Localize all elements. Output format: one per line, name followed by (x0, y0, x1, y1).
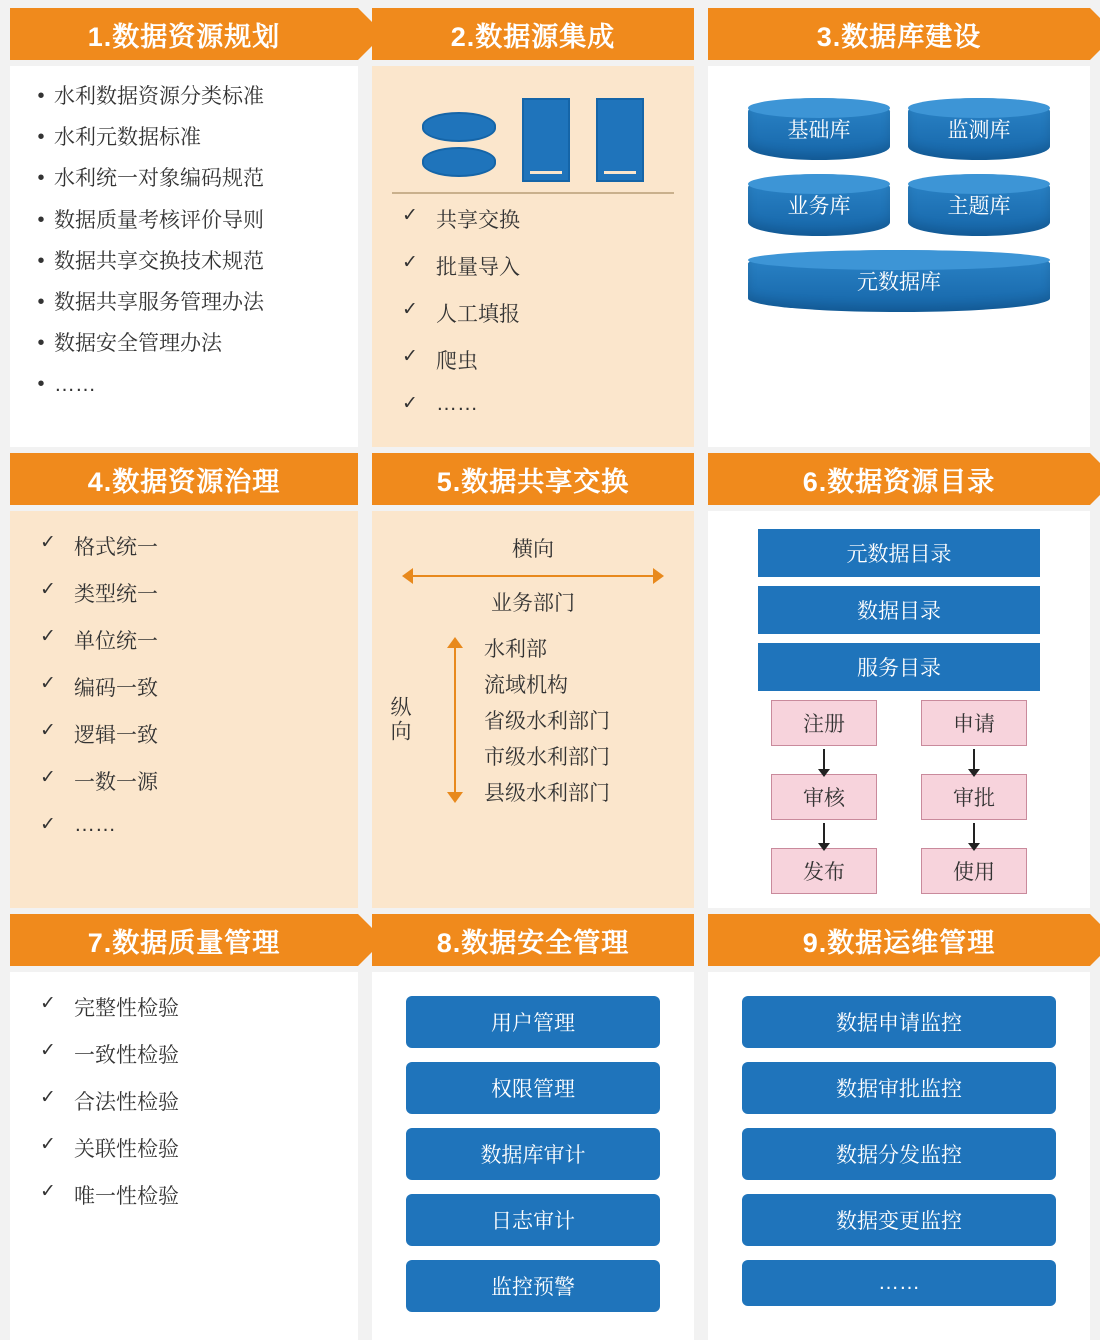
bullet-icon: • (37, 290, 45, 313)
horizontal-arrow-icon (402, 567, 664, 585)
section-9-title: 9.数据运维管理 (708, 914, 1090, 966)
document-icon (596, 98, 644, 182)
bullet-icon: • (37, 249, 45, 272)
check-icon: ✓ (402, 393, 418, 414)
flow-step[interactable]: 使用 (921, 848, 1027, 894)
section-3-title: 3.数据库建设 (708, 8, 1090, 60)
ops-button[interactable]: …… (742, 1260, 1056, 1306)
check-icon: ✓ (40, 1134, 56, 1155)
database-cylinder-icon: 基础库 (748, 98, 890, 160)
check-icon: ✓ (402, 346, 418, 367)
list-item: ✓ …… (40, 813, 116, 836)
down-arrow-icon (823, 749, 825, 771)
bullet-icon: • (37, 167, 45, 190)
bullet-icon: • (37, 85, 45, 107)
flow-column-right (921, 700, 1027, 894)
bullet-icon: • (37, 373, 45, 396)
list-item: ✓ 类型统一 (40, 579, 158, 606)
list-item: • 水利统一对象编码规范 (28, 166, 346, 191)
section-6-body (708, 511, 1090, 908)
list-item: ✓ 逻辑一致 (40, 720, 158, 747)
section-7-list (22, 986, 346, 1210)
list-item: 县级水利部门 (484, 782, 610, 805)
section-4-list (22, 525, 346, 837)
source-icons (384, 80, 682, 182)
list-item: ✓ 编码一致 (40, 673, 158, 700)
exchange-diagram (384, 525, 682, 807)
down-arrow-icon (973, 823, 975, 845)
check-icon: ✓ (40, 993, 56, 1014)
list-item: • 数据安全管理办法 (28, 331, 346, 356)
horizontal-label: 横向 (512, 538, 554, 561)
check-icon: ✓ (40, 1181, 56, 1202)
check-icon: ✓ (402, 299, 418, 320)
check-icon: ✓ (40, 1040, 56, 1061)
section-4 (10, 453, 358, 908)
flow-step[interactable]: 申请 (921, 700, 1027, 746)
list-item: • 水利数据资源分类标准 (28, 84, 346, 109)
section-4-title: 4.数据资源治理 (10, 453, 358, 505)
section-2-body (372, 66, 694, 447)
list-item: ✓ 一数一源 (40, 767, 158, 794)
diagram-row-3 (10, 914, 1090, 1340)
document-icon (522, 98, 570, 182)
vertical-arrow-icon (446, 637, 464, 803)
list-item: ✓ 一致性检验 (40, 1040, 179, 1067)
section-3 (708, 8, 1090, 447)
list-item: 流域机构 (484, 674, 568, 697)
database-cylinder-icon (422, 112, 496, 182)
security-button[interactable]: 监控预警 (406, 1260, 660, 1312)
section-6 (708, 453, 1090, 908)
database-cylinder-icon: 业务库 (748, 174, 890, 236)
level-list (470, 633, 682, 807)
catalog-bar[interactable]: 数据目录 (758, 586, 1040, 634)
section-5-title: 5.数据共享交换 (372, 453, 694, 505)
check-icon: ✓ (402, 252, 418, 273)
section-8-body (372, 972, 694, 1340)
section-5-body (372, 511, 694, 908)
list-item: ✓ 共享交换 (402, 205, 520, 232)
flow-step[interactable]: 审核 (771, 774, 877, 820)
check-icon: ✓ (40, 720, 56, 741)
check-icon: ✓ (40, 579, 56, 600)
security-button[interactable]: 用户管理 (406, 996, 660, 1048)
list-item: • 水利元数据标准 (28, 125, 346, 150)
database-cylinder-icon: 监测库 (908, 98, 1050, 160)
list-item: ✓ …… (402, 392, 478, 415)
section-5 (372, 453, 694, 908)
section-1-list (22, 80, 346, 398)
list-item: 市级水利部门 (484, 746, 610, 769)
divider (392, 192, 674, 194)
flow-step[interactable]: 发布 (771, 848, 877, 894)
security-button[interactable]: 数据库审计 (406, 1128, 660, 1180)
list-item: ✓ 完整性检验 (40, 993, 179, 1020)
ops-button[interactable]: 数据申请监控 (742, 996, 1056, 1048)
vertical-label: 纵向 (388, 696, 411, 744)
list-item: ✓ 人工填报 (402, 299, 520, 326)
list-item: 水利部 (484, 638, 547, 661)
list-item: ✓ 合法性检验 (40, 1087, 179, 1114)
database-cylinder-icon: 元数据库 (748, 250, 1050, 312)
list-item: ✓ 格式统一 (40, 532, 158, 559)
security-button[interactable]: 权限管理 (406, 1062, 660, 1114)
check-icon: ✓ (40, 673, 56, 694)
section-6-title: 6.数据资源目录 (708, 453, 1090, 505)
section-2-title: 2.数据源集成 (372, 8, 694, 60)
section-7-body (10, 972, 358, 1340)
section-9 (708, 914, 1090, 1340)
list-item: 省级水利部门 (484, 710, 610, 733)
check-icon: ✓ (40, 814, 56, 835)
list-item: • 数据共享交换技术规范 (28, 249, 346, 274)
diagram-row-1 (10, 8, 1090, 447)
list-item: • 数据共享服务管理办法 (28, 290, 346, 315)
section-2-list (384, 198, 682, 416)
catalog-flow (720, 700, 1078, 894)
section-9-body (708, 972, 1090, 1340)
security-button[interactable]: 日志审计 (406, 1194, 660, 1246)
list-item: ✓ 批量导入 (402, 252, 520, 279)
check-icon: ✓ (40, 1087, 56, 1108)
down-arrow-icon (823, 823, 825, 845)
section-8-title: 8.数据安全管理 (372, 914, 694, 966)
list-item: ✓ 关联性检验 (40, 1134, 179, 1161)
check-icon: ✓ (40, 626, 56, 647)
horizontal-sub-label: 业务部门 (491, 592, 575, 615)
check-icon: ✓ (40, 767, 56, 788)
list-item: ✓ 单位统一 (40, 626, 158, 653)
check-icon: ✓ (40, 532, 56, 553)
database-grid (720, 80, 1078, 312)
bullet-icon: • (37, 208, 45, 231)
catalog-bar[interactable]: 元数据目录 (758, 529, 1040, 577)
section-1-body (10, 66, 358, 447)
list-item: ✓ 爬虫 (402, 346, 478, 373)
list-item: • 数据质量考核评价导则 (28, 208, 346, 233)
section-1 (10, 8, 358, 447)
flow-step[interactable]: 审批 (921, 774, 1027, 820)
section-2 (372, 8, 694, 447)
list-item: ✓ 唯一性检验 (40, 1181, 179, 1208)
flow-step[interactable]: 注册 (771, 700, 877, 746)
catalog-bar[interactable]: 服务目录 (758, 643, 1040, 691)
list-item: • …… (28, 372, 346, 397)
down-arrow-icon (973, 749, 975, 771)
ops-button[interactable]: 数据审批监控 (742, 1062, 1056, 1114)
section-7 (10, 914, 358, 1340)
ops-button[interactable]: 数据分发监控 (742, 1128, 1056, 1180)
section-8 (372, 914, 694, 1340)
section-4-body (10, 511, 358, 908)
bullet-icon: • (37, 126, 45, 149)
section-3-body (708, 66, 1090, 447)
diagram-row-2 (10, 453, 1090, 908)
section-7-title: 7.数据质量管理 (10, 914, 358, 966)
check-icon: ✓ (402, 205, 418, 226)
flow-column-left (771, 700, 877, 894)
database-cylinder-icon: 主题库 (908, 174, 1050, 236)
ops-button[interactable]: 数据变更监控 (742, 1194, 1056, 1246)
section-1-title: 1.数据资源规划 (10, 8, 358, 60)
bullet-icon: • (37, 332, 45, 355)
